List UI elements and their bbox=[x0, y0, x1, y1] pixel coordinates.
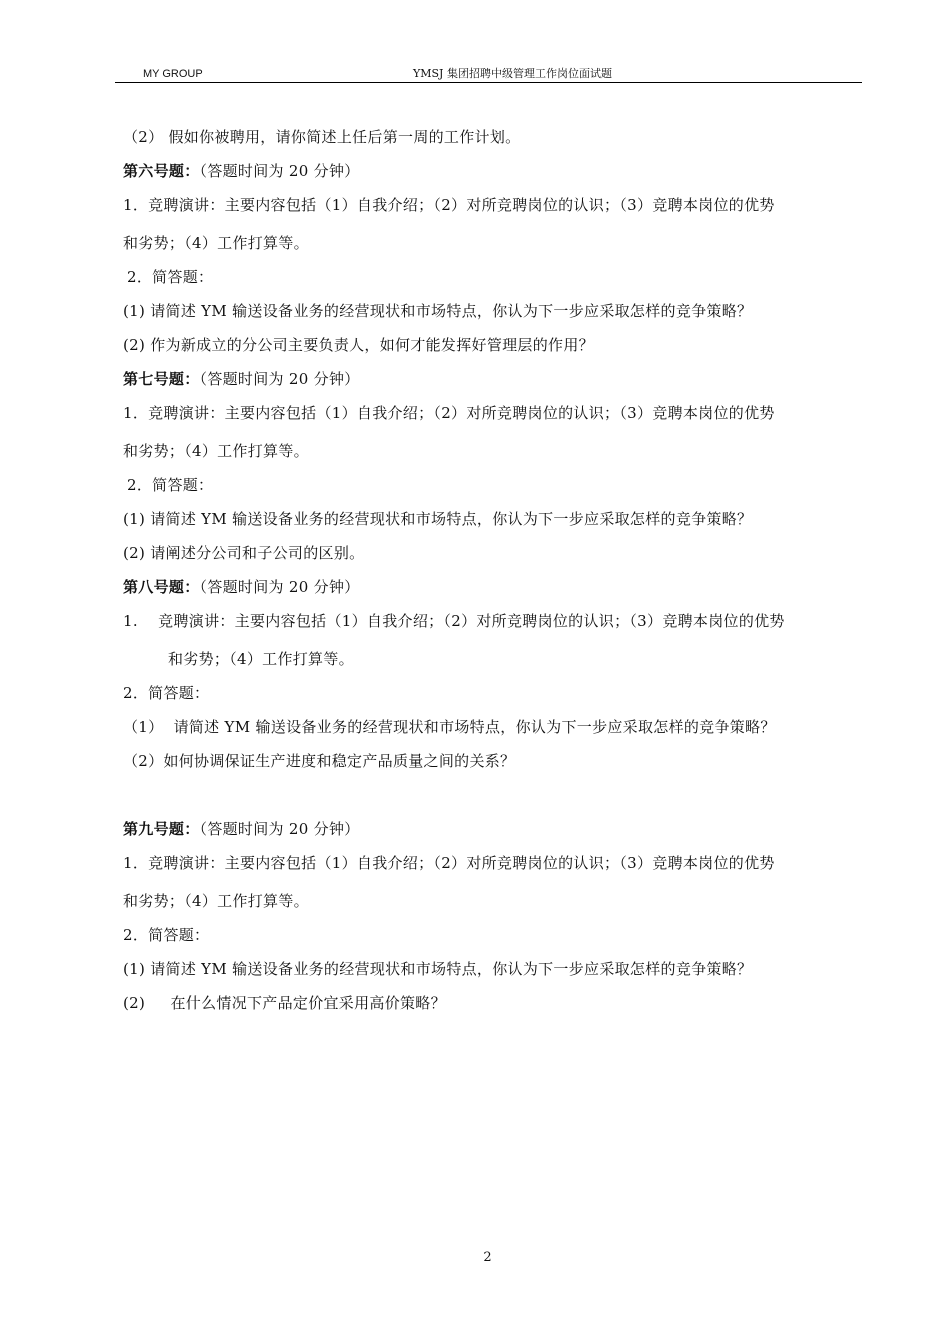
paragraph: 和劣势；（4）工作打算等。 bbox=[123, 892, 309, 910]
paragraph: 1. 竞聘演讲：主要内容包括（1）自我介绍；（2）对所竞聘岗位的认识；（3）竞聘本岗位的优势 bbox=[123, 612, 785, 630]
section-title: 第七号题： bbox=[123, 370, 200, 388]
section-time: （答题时间为 20 分钟） bbox=[199, 820, 360, 838]
paragraph: 2．简答题： bbox=[127, 268, 214, 286]
section-heading-7 bbox=[123, 369, 360, 389]
paragraph: 1．竞聘演讲：主要内容包括（1）自我介绍；（2）对所竞聘岗位的认识；（3）竞聘本岗位的优势 bbox=[123, 854, 775, 872]
question-item: (1) 请简述 YM 输送设备业务的经营现状和市场特点，你认为下一步应采取怎样的竞争策略？ bbox=[123, 960, 753, 978]
question-item: (1) 请简述 YM 输送设备业务的经营现状和市场特点，你认为下一步应采取怎样的竞争策略？ bbox=[123, 510, 753, 528]
section-time: （答题时间为 20 分钟） bbox=[199, 578, 360, 596]
question-item: (1) 请简述 YM 输送设备业务的经营现状和市场特点，你认为下一步应采取怎样的竞争策略？ bbox=[123, 302, 753, 320]
header-title: YMSJ 集团招聘中级管理工作岗位面试题 bbox=[413, 67, 612, 80]
question-item: (2) 作为新成立的分公司主要负责人，如何才能发挥好管理层的作用？ bbox=[123, 336, 594, 354]
paragraph: 1．竞聘演讲：主要内容包括（1）自我介绍；（2）对所竞聘岗位的认识；（3）竞聘本岗位的优势 bbox=[123, 196, 775, 214]
section-title: 第九号题： bbox=[123, 820, 200, 838]
header-company: MY GROUP bbox=[143, 68, 203, 80]
paragraph: 和劣势；（4）工作打算等。 bbox=[123, 234, 309, 252]
page-header bbox=[115, 66, 862, 83]
section-time: （答题时间为 20 分钟） bbox=[199, 370, 360, 388]
paragraph: 1．竞聘演讲：主要内容包括（1）自我介绍；（2）对所竞聘岗位的认识；（3）竞聘本岗位的优势 bbox=[123, 404, 775, 422]
paragraph: 和劣势；（4）工作打算等。 bbox=[168, 650, 354, 668]
question-item: （2）如何协调保证生产进度和稳定产品质量之间的关系？ bbox=[123, 752, 516, 770]
section-title: 第六号题： bbox=[123, 162, 200, 180]
question-item: (2) 请阐述分公司和子公司的区别。 bbox=[123, 544, 365, 562]
section-heading-6 bbox=[123, 161, 360, 181]
section-heading-9 bbox=[123, 819, 360, 839]
paragraph: （2） 假如你被聘用，请你简述上任后第一周的工作计划。 bbox=[123, 128, 521, 146]
paragraph: 2．简答题： bbox=[123, 926, 210, 944]
paragraph: 和劣势；（4）工作打算等。 bbox=[123, 442, 309, 460]
section-time: （答题时间为 20 分钟） bbox=[199, 162, 360, 180]
page-number: 2 bbox=[483, 1250, 492, 1265]
section-title: 第八号题： bbox=[123, 578, 200, 596]
paragraph: 2．简答题： bbox=[123, 684, 210, 702]
section-heading-8 bbox=[123, 577, 360, 597]
question-item: （1） 请简述 YM 输送设备业务的经营现状和市场特点，你认为下一步应采取怎样的竞争策略？ bbox=[123, 718, 776, 736]
question-item: (2) 在什么情况下产品定价宜采用高价策略？ bbox=[123, 994, 446, 1012]
paragraph: 2．简答题： bbox=[127, 476, 214, 494]
